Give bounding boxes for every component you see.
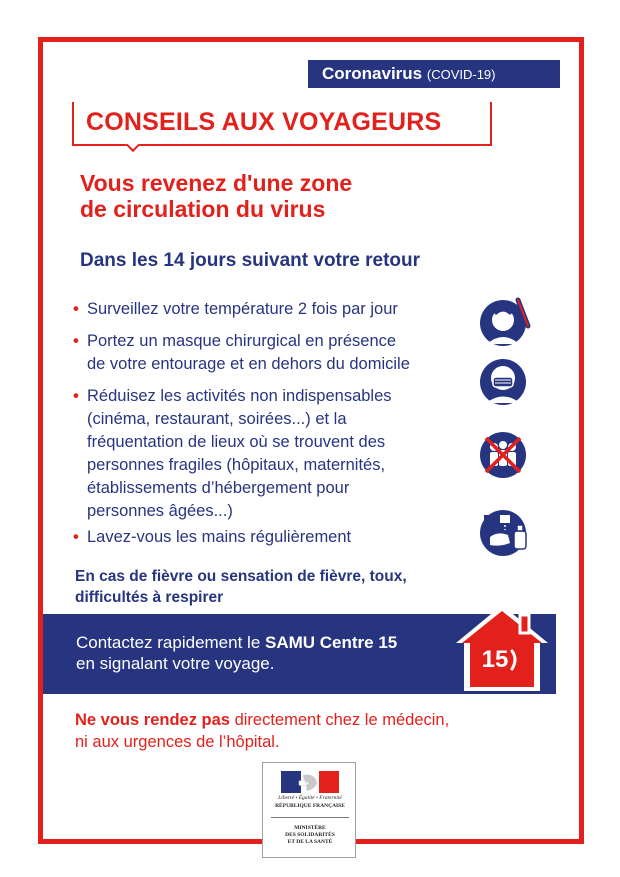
warning-rest: directement chez le médecin,	[229, 711, 450, 729]
samu-prefix: Contactez rapidement le	[76, 633, 265, 652]
samu-number: 15	[481, 646, 509, 673]
subtitle-line-1: Vous revenez d'une zone	[80, 170, 353, 196]
advice-line: établissements d’hébergement pour	[87, 479, 350, 497]
logo-ministry-line: DES SOLIDARITÉS	[285, 832, 335, 838]
main-title: CONSEILS AUX VOYAGEURS	[82, 108, 445, 137]
badge-title: Coronavirus	[322, 64, 423, 83]
advice-item-mask	[73, 330, 410, 376]
logo-ministry-line: ET DE LA SANTÉ	[287, 839, 333, 845]
advice-line: Lavez-vous les mains régulièrement	[87, 528, 352, 546]
samu-text	[76, 632, 397, 674]
warning-line-1	[75, 709, 449, 731]
advice-line: fréquentation de lieux où se trouvent des	[87, 433, 386, 451]
warning-note	[75, 709, 449, 753]
hand-washing-icon	[478, 505, 532, 559]
advice-item-activities	[73, 385, 392, 523]
logo-republic: RÉPUBLIQUE FRANÇAISE	[275, 803, 345, 809]
fever-note-line-1: En cas de fièvre ou sensation de fièvre, toux,	[75, 568, 407, 585]
advice-line: personnes fragiles (hôpitaux, maternités,	[87, 456, 386, 474]
advice-line: Réduisez les activités non indispensables	[87, 387, 392, 405]
fever-note-line-2: difficultés à respirer	[75, 589, 224, 606]
samu-line-1	[76, 632, 397, 653]
advice-line: (cinéma, restaurant, soirées...) et la	[87, 410, 347, 428]
bullet: •	[73, 332, 79, 350]
logo-motto: Liberté • Égalité • Fraternité	[278, 795, 342, 801]
fever-note	[75, 566, 407, 608]
badge-sub: (COVID-19)	[426, 67, 496, 82]
samu-line-2: en signalant votre voyage.	[76, 654, 275, 673]
advice-line: personnes âgées...)	[87, 502, 233, 520]
bullet: •	[73, 300, 79, 318]
logo-ministry-line: MINISTÈRE	[294, 825, 326, 831]
face-mask-icon	[478, 355, 532, 409]
bullet: •	[73, 528, 79, 546]
samu-name: SAMU Centre 15	[265, 633, 398, 652]
warning-line-2: ni aux urgences de l’hôpital.	[75, 733, 280, 751]
days-heading: Dans les 14 jours suivant votre retour	[80, 250, 421, 271]
subtitle-line-2: de circulation du virus	[80, 196, 326, 222]
covid-badge	[308, 60, 560, 88]
advice-item-handwashing	[73, 526, 351, 549]
advice-item-temperature	[73, 298, 398, 321]
advice-line: de votre entourage et en dehors du domicile	[87, 355, 410, 373]
house-phone-15-icon	[452, 601, 552, 693]
advice-line: Portez un masque chirurgical en présence	[87, 332, 397, 350]
subtitle	[80, 170, 352, 222]
logo-ministry	[263, 825, 357, 846]
advice-line: Surveillez votre température 2 fois par jour	[87, 300, 398, 318]
warning-emphasis: Ne vous rendez pas	[75, 711, 230, 729]
thermometer-person-icon	[478, 294, 532, 348]
no-gathering-icon	[478, 428, 532, 482]
bullet: •	[73, 387, 79, 405]
logo-divider	[271, 817, 349, 818]
ministry-logo	[262, 762, 356, 858]
